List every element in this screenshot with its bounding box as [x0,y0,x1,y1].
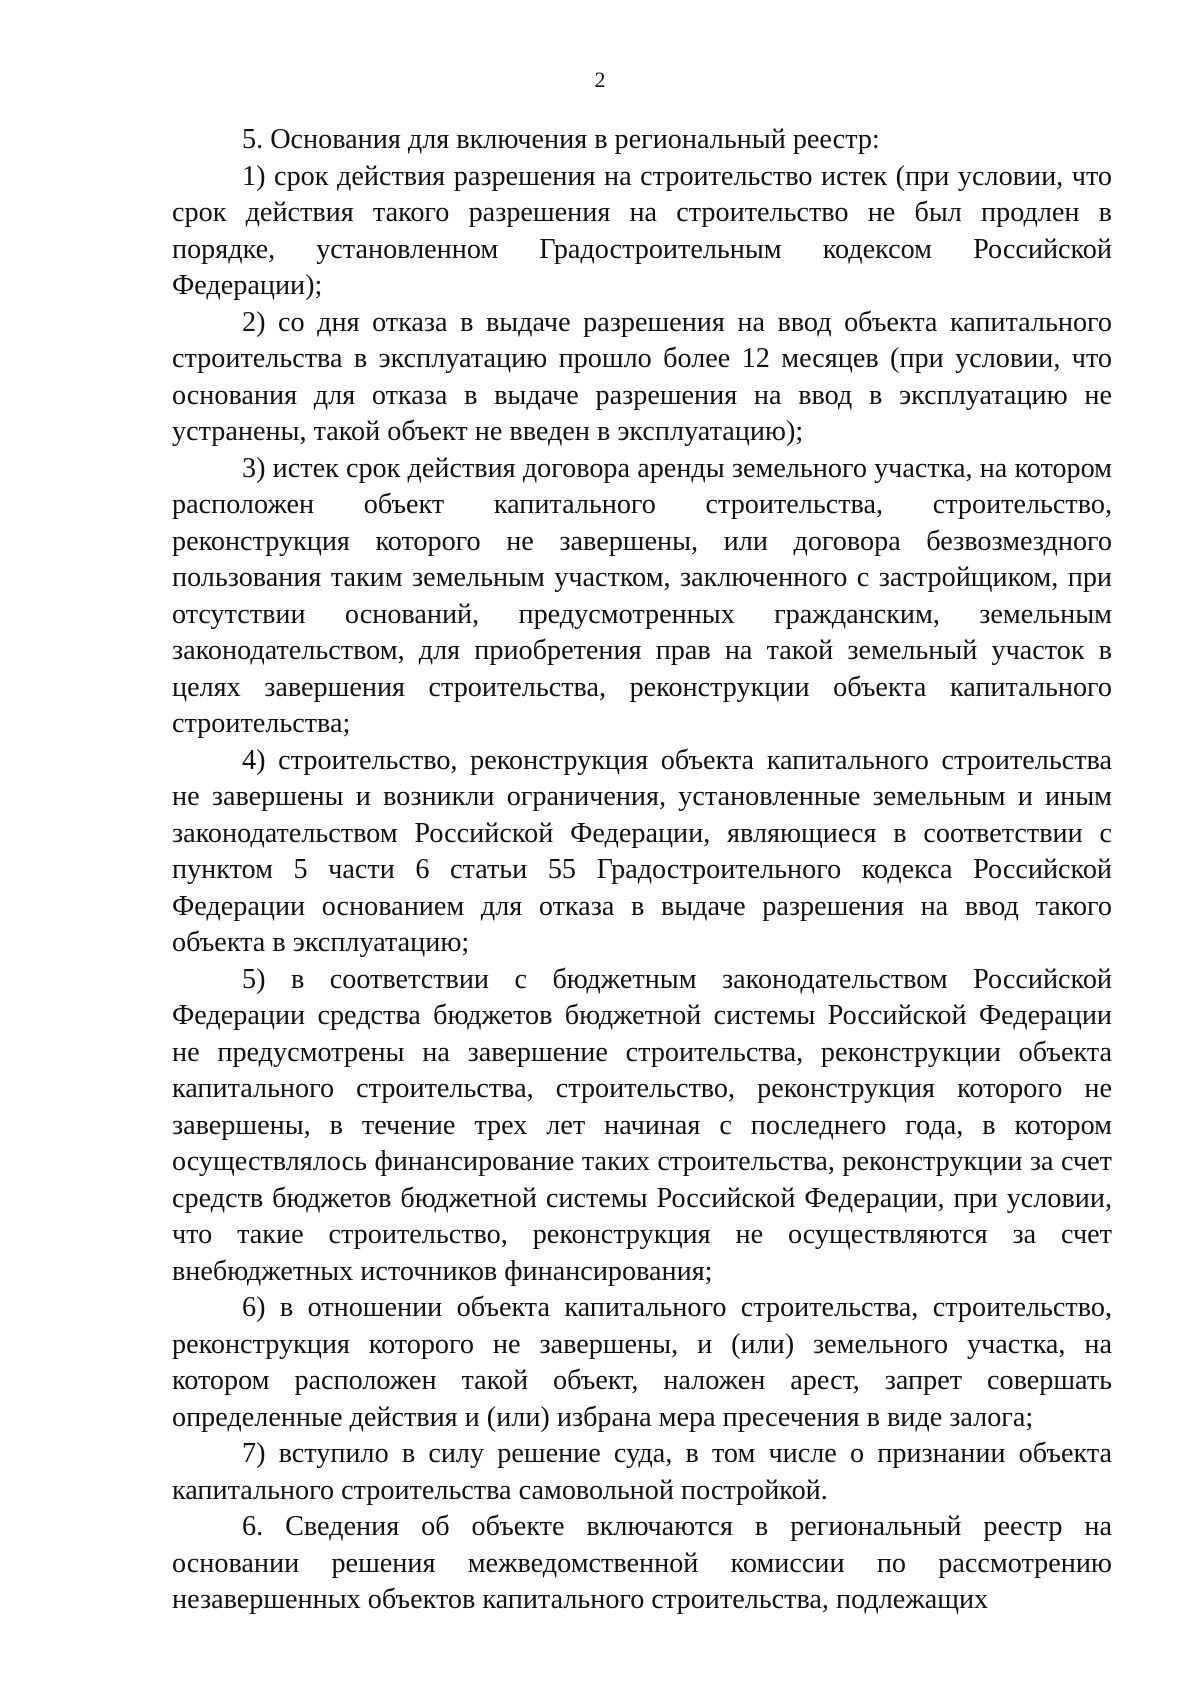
document-body [172,122,1112,1619]
paragraph-item-4: 4) строительство, реконструкция объекта капитального строительства не завершены и возникли ограничения, установленные земельным и иным законодательством Российской Федерации, являющиеся в соответствии с пунктом 5 части 6 статьи 55 Градостроительного кодекса Российской Федерации основанием для отказа в выдаче разрешения на ввод такого объекта в эксплуатацию; [172,744,1112,958]
paragraph-item-3: 3) истек срок действия договора аренды земельного участка, на котором расположен объект капитального строительства, строительство, реконструкция которого не завершены, или договора безвозмездного пользования таким земельным участком, заключенного с застройщиком, при отсутствии оснований, предусмотренных гражданским, земельным законодательством, для приобретения прав на такой земельный участок в целях завершения строительства, реконструкции объекта капитального строительства; [172,452,1112,739]
paragraph-item-2: 2) со дня отказа в выдаче разрешения на ввод объекта капитального строительства в эксплуатацию прошло более 12 месяцев (при условии, что основания для отказа в выдаче разрешения на ввод в эксплуатацию не устранены, такой объект не введен в эксплуатацию); [172,306,1112,447]
paragraph-item-1: 1) срок действия разрешения на строительство истек (при условии, что срок действия такого разрешения на строительство не был продлен в порядке, установленном Градостроительным кодексом Российской Федерации); [172,160,1112,301]
paragraph-item-6: 6) в отношении объекта капитального строительства, строительство, реконструкция которого не завершены, и (или) земельного участка, на котором расположен такой объект, наложен арест, запрет совершать определенные действия и (или) избрана мера пресечения в виде залога; [172,1292,1112,1433]
paragraph-section-5-heading: 5. Основания для включения в региональный реестр: [242,124,880,155]
paragraph-item-7: 7) вступило в силу решение суда, в том числе о признании объекта капитального строительства самовольной постройкой. [172,1438,1112,1506]
paragraph-section-6: 6. Сведения об объекте включаются в региональный реестр на основании решения межведомственной комиссии по рассмотрению незавершенных объектов капитального строительства, подлежащих [172,1511,1112,1615]
page-number: 2 [594,67,606,92]
paragraph-item-5: 5) в соответствии с бюджетным законодательством Российской Федерации средства бюджетов бюджетной системы Российской Федерации не предусмотрены на завершение строительства, реконструкции объекта капитального строительства, строительство, реконструкция которого не завершены, в течение трех лет начиная с последнего года, в котором осуществлялось финансирование таких строительства, реконструкции за счет средств бюджетов бюджетной системы Российской Федерации, при условии, что такие строительство, реконструкция не осуществляются за счет внебюджетных источников финансирования; [172,963,1112,1287]
